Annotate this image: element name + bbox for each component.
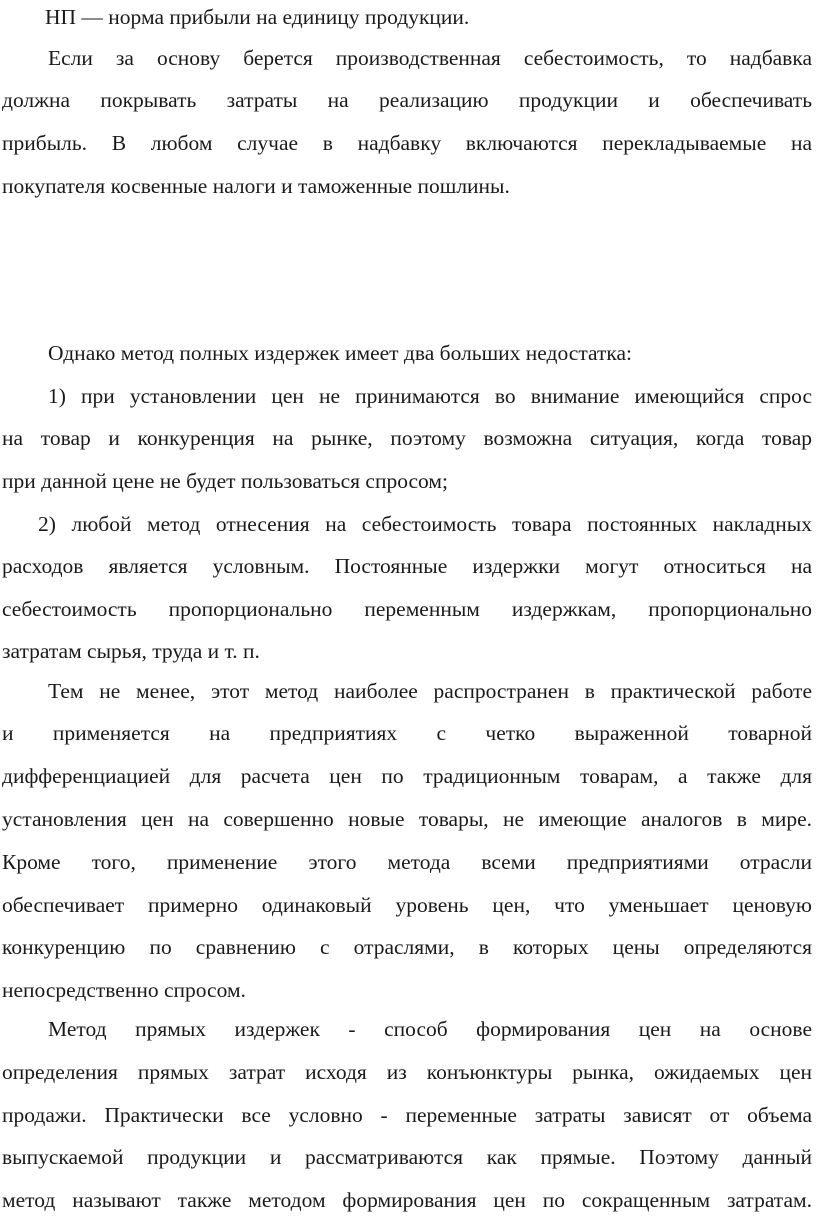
paragraph-line: 1) при установлении цен не принимаются во внимание имеющийся спрос — [48, 384, 812, 408]
paragraph-line: и применяется на предприятиях с четко выраженной товарной — [2, 721, 812, 745]
paragraph-line: НП — норма прибыли на единицу продукции. — [45, 5, 470, 29]
paragraph-line: продажи. Практически все условно - переменные затраты зависят от объема — [2, 1103, 812, 1127]
paragraph-line: дифференциацией для расчета цен по традиционным товарам, а также для — [2, 764, 812, 788]
paragraph-line: Кроме того, применение этого метода всеми предприятиями отрасли — [2, 850, 812, 874]
paragraph-line: должна покрывать затраты на реализацию продукции и обеспечивать — [2, 88, 812, 112]
paragraph-line: затратам сырья, труда и т. п. — [2, 639, 260, 663]
paragraph-line: себестоимость пропорционально переменным издержкам, пропорционально — [2, 597, 812, 621]
paragraph-line: 2) любой метод отнесения на себестоимость товара постоянных накладных — [38, 512, 812, 536]
paragraph-line: обеспечивает примерно одинаковый уровень цен, что уменьшает ценовую — [2, 893, 812, 917]
paragraph-line: определения прямых затрат исходя из конъюнктуры рынка, ожидаемых цен — [2, 1060, 812, 1084]
paragraph-line: Метод прямых издержек - способ формирования цен на основе — [48, 1017, 812, 1041]
paragraph-line: установления цен на совершенно новые товары, не имеющие аналогов в мире. — [2, 807, 812, 831]
paragraph-line: метод называют также методом формирования цен по сокращенным затратам. — [2, 1188, 812, 1212]
paragraph-line: Тем не менее, этот метод наиболее распространен в практической работе — [48, 679, 812, 703]
paragraph-line: расходов является условным. Постоянные издержки могут относиться на — [2, 554, 812, 578]
paragraph-line: Если за основу берется производственная себестоимость, то надбавка — [48, 46, 812, 70]
paragraph-line: конкуренцию по сравнению с отраслями, в которых цены определяются — [2, 935, 812, 959]
paragraph-line: при данной цене не будет пользоваться спросом; — [2, 469, 448, 493]
paragraph-line: прибыль. В любом случае в надбавку включаются перекладываемые на — [2, 131, 812, 155]
paragraph-line: покупателя косвенные налоги и таможенные пошлины. — [2, 174, 510, 198]
paragraph-line: непосредственно спросом. — [2, 978, 246, 1002]
paragraph-line: Однако метод полных издержек имеет два больших недостатка: — [48, 341, 632, 365]
paragraph-line: на товар и конкуренция на рынке, поэтому возможна ситуация, когда товар — [2, 426, 812, 450]
paragraph-line: выпускаемой продукции и рассматриваются как прямые. Поэтому данный — [2, 1145, 812, 1169]
